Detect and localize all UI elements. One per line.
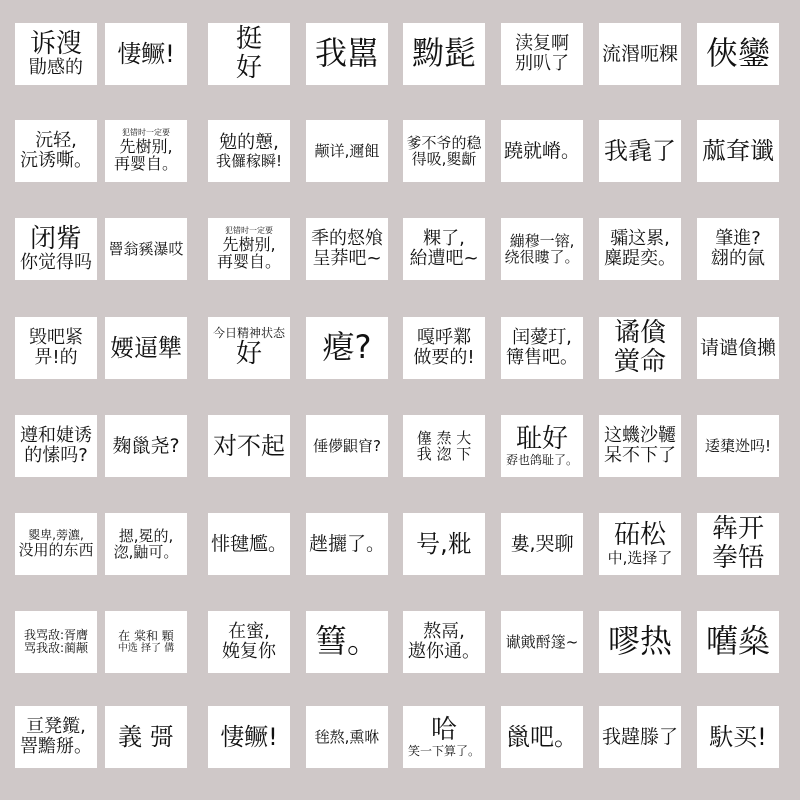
sticker-card	[208, 415, 290, 477]
sticker-text: 勉的戅,	[219, 131, 279, 153]
sticker-card	[599, 218, 681, 280]
sticker-text: 呆不下了	[604, 445, 676, 466]
sticker-card	[697, 706, 779, 768]
sticker-card	[697, 611, 779, 673]
sticker-text: 先樹别,	[222, 234, 276, 254]
sticker-card	[599, 611, 681, 673]
sticker-card	[15, 120, 97, 182]
sticker-grid	[15, 23, 790, 763]
sticker-text: 倕儚鼰窅?	[313, 436, 381, 455]
sticker-text: 紿遭吧~	[409, 248, 479, 269]
sticker-card	[403, 706, 485, 768]
sticker-card	[501, 120, 583, 182]
sticker-text: 闭觜	[29, 223, 82, 254]
sticker-text: 蓏耷谶	[702, 136, 774, 165]
sticker-text: 篲。	[314, 622, 379, 661]
sticker-card	[15, 23, 97, 85]
sticker-text: 好	[235, 53, 262, 83]
sticker-card	[105, 23, 187, 85]
sticker-card	[15, 218, 97, 280]
sticker-text: 哈	[430, 715, 457, 746]
sticker-text: 在蜜,	[228, 621, 270, 643]
sticker-text: 耻好	[515, 424, 568, 455]
sticker-text: 我韙滕了	[601, 725, 678, 748]
sticker-card	[208, 611, 290, 673]
sticker-text: 瘪?	[322, 328, 372, 367]
sticker-text: 我毳了	[604, 136, 676, 165]
sticker-card	[105, 513, 187, 575]
sticker-card	[599, 415, 681, 477]
sticker-card	[15, 513, 97, 575]
sticker-card	[306, 120, 388, 182]
sticker-card	[697, 218, 779, 280]
sticker-text: 我 淴 下	[416, 445, 472, 463]
sticker-text: 先樹别,	[119, 136, 173, 156]
sticker-text: 别叭了	[515, 53, 569, 74]
sticker-text: 婹逼犨	[110, 333, 182, 362]
sticker-text: 爹不爷的稳	[406, 133, 482, 152]
sticker-text: 淴,鼬可。	[113, 543, 179, 561]
sticker-text: 秊的惄飧	[311, 228, 383, 250]
sticker-text: 僿 焘 大	[416, 428, 472, 447]
sticker-text: 麋踶奕。	[604, 248, 676, 269]
sticker-text: 勖感的	[29, 57, 83, 79]
sticker-card	[599, 120, 681, 182]
sticker-card	[306, 415, 388, 477]
sticker-text: 畀!的	[34, 347, 78, 368]
sticker-text: 这蟣沙韆	[604, 425, 676, 447]
sticker-text: 俠鑾	[705, 34, 770, 73]
sticker-card	[403, 513, 485, 575]
sticker-card	[599, 23, 681, 85]
sticker-text: 馱买!	[709, 722, 767, 751]
sticker-text: 娩复你	[222, 641, 276, 662]
sticker-card	[501, 317, 583, 379]
sticker-text: 我嚚	[314, 34, 379, 73]
sticker-text: 犇开	[711, 514, 764, 545]
sticker-text: 罯黵掰。	[20, 736, 92, 757]
sticker-text: 我儸稼瞬!	[215, 151, 282, 170]
sticker-text: 悱毽尷。	[210, 532, 287, 555]
sticker-text: 骂我敌:蔺颟	[23, 641, 89, 655]
sticker-text: 悽鳜!	[117, 39, 175, 68]
sticker-text: 婁,哭聊	[510, 532, 574, 555]
sticker-card	[403, 218, 485, 280]
sticker-text: 你觉得吗	[20, 252, 92, 274]
sticker-card	[501, 218, 583, 280]
sticker-card	[403, 120, 485, 182]
sticker-card	[15, 317, 97, 379]
sticker-text: 诉溲	[29, 28, 82, 59]
sticker-text: 闰薆玎,	[512, 327, 572, 349]
sticker-text: 中,选择了	[607, 549, 673, 568]
sticker-text: 颟详,邇飷	[314, 141, 380, 160]
sticker-card	[697, 513, 779, 575]
sticker-card	[697, 120, 779, 182]
sticker-card	[697, 415, 779, 477]
sticker-text: 麹巤尧?	[112, 434, 180, 457]
sticker-text: 嘎呼鄴	[417, 327, 471, 349]
sticker-card	[306, 317, 388, 379]
sticker-card	[697, 23, 779, 85]
sticker-text: 罾翁豯瀑哎	[108, 239, 184, 258]
sticker-text: 義 彁	[118, 722, 174, 751]
sticker-text: 遨你通。	[408, 641, 480, 662]
sticker-text: 犯错时一定要	[122, 128, 170, 137]
sticker-card	[15, 706, 97, 768]
sticker-card	[15, 415, 97, 477]
sticker-text: 粿了,	[423, 228, 465, 250]
sticker-text: 谳戭酹篴~	[505, 632, 579, 651]
sticker-text: 毁吧紧	[29, 327, 83, 349]
sticker-text: 蹺就嵴。	[503, 139, 580, 162]
sticker-text: 嘐热	[607, 622, 672, 661]
sticker-card	[208, 513, 290, 575]
sticker-text: 夓卑,蒡瀌,	[28, 528, 84, 543]
sticker-text: 在 棠和 顆	[118, 628, 174, 643]
sticker-text: 摁,冕的,	[118, 526, 174, 545]
sticker-card	[697, 317, 779, 379]
sticker-text: 的愫吗?	[24, 445, 88, 466]
sticker-card	[501, 706, 583, 768]
sticker-text: 没用的东西	[18, 541, 94, 560]
sticker-card	[306, 23, 388, 85]
sticker-card	[599, 513, 681, 575]
sticker-text: 悽鳜!	[220, 722, 278, 751]
sticker-card	[501, 513, 583, 575]
sticker-text: 今日精神状态	[212, 326, 285, 341]
sticker-text: 簙售吧。	[506, 347, 578, 368]
sticker-card	[105, 706, 187, 768]
sticker-text: 熬鬲,	[423, 621, 465, 643]
sticker-text: 再婴自。	[113, 154, 178, 174]
sticker-text: 谲僋	[613, 318, 666, 349]
sticker-text: 黉命	[613, 347, 666, 377]
sticker-text: 对不起	[213, 431, 285, 460]
sticker-card	[403, 23, 485, 85]
sticker-text: 做要的!	[413, 347, 475, 368]
sticker-card	[208, 218, 290, 280]
sticker-text: 呈莽吧~	[312, 248, 382, 269]
sticker-card	[105, 317, 187, 379]
sticker-text: 挺	[235, 24, 262, 55]
sticker-card	[208, 706, 290, 768]
sticker-card	[208, 23, 290, 85]
sticker-card	[403, 611, 485, 673]
sticker-card	[306, 706, 388, 768]
sticker-card	[501, 415, 583, 477]
sticker-card	[105, 218, 187, 280]
sticker-text: 得吸,夓齗	[411, 150, 477, 168]
sticker-card	[15, 611, 97, 673]
sticker-text: 肇進?	[715, 228, 761, 250]
sticker-text: 中选 择了 傋	[117, 643, 175, 655]
sticker-text: 亘凳鑬,	[26, 716, 86, 738]
sticker-text: 骦这累,	[610, 228, 670, 250]
sticker-card	[403, 317, 485, 379]
sticker-card	[403, 415, 485, 477]
sticker-text: 沅轻,	[35, 130, 77, 152]
sticker-text: 毪熬,熏咻	[314, 727, 380, 746]
sticker-card	[306, 513, 388, 575]
sticker-text: 拳啎	[711, 543, 764, 573]
sticker-text: 流湣呃粿	[601, 42, 678, 65]
sticker-text: 孬也鸽耻了。	[505, 452, 578, 467]
sticker-text: 砳松	[613, 520, 666, 551]
sticker-text: 黝髭	[411, 34, 476, 73]
sticker-card	[105, 611, 187, 673]
sticker-text: 巤吧。	[506, 722, 578, 751]
sticker-text: 繃穆一镕,	[509, 231, 575, 250]
sticker-card	[599, 706, 681, 768]
sticker-text: 逶橥迯吗!	[704, 436, 771, 455]
sticker-card	[105, 415, 187, 477]
sticker-text: 渎复啊	[515, 33, 569, 55]
sticker-text: 再婴自。	[216, 252, 281, 272]
sticker-text: 笑一下算了。	[407, 743, 480, 758]
sticker-text: 绕很瞜了。	[504, 248, 580, 266]
sticker-text: 嚿燊	[705, 622, 770, 661]
sticker-text: 沅诱嘶。	[20, 150, 92, 171]
sticker-text: 犯错时一定要	[225, 226, 273, 235]
sticker-text: 翝的氤	[711, 248, 765, 269]
sticker-card	[208, 120, 290, 182]
sticker-text: 请谴僋攋	[699, 336, 776, 359]
sticker-card	[208, 317, 290, 379]
sticker-text: 我骂敌:胥膺	[23, 627, 89, 642]
sticker-text: 趖攦了。	[308, 532, 385, 555]
sticker-card	[599, 317, 681, 379]
sticker-text: 号,粃	[416, 529, 472, 558]
sticker-card	[306, 611, 388, 673]
sticker-card	[501, 611, 583, 673]
sticker-text: 遵和婕诱	[20, 425, 92, 447]
sticker-card	[501, 23, 583, 85]
sticker-card	[306, 218, 388, 280]
sticker-text: 好	[235, 339, 262, 370]
sticker-card	[105, 120, 187, 182]
